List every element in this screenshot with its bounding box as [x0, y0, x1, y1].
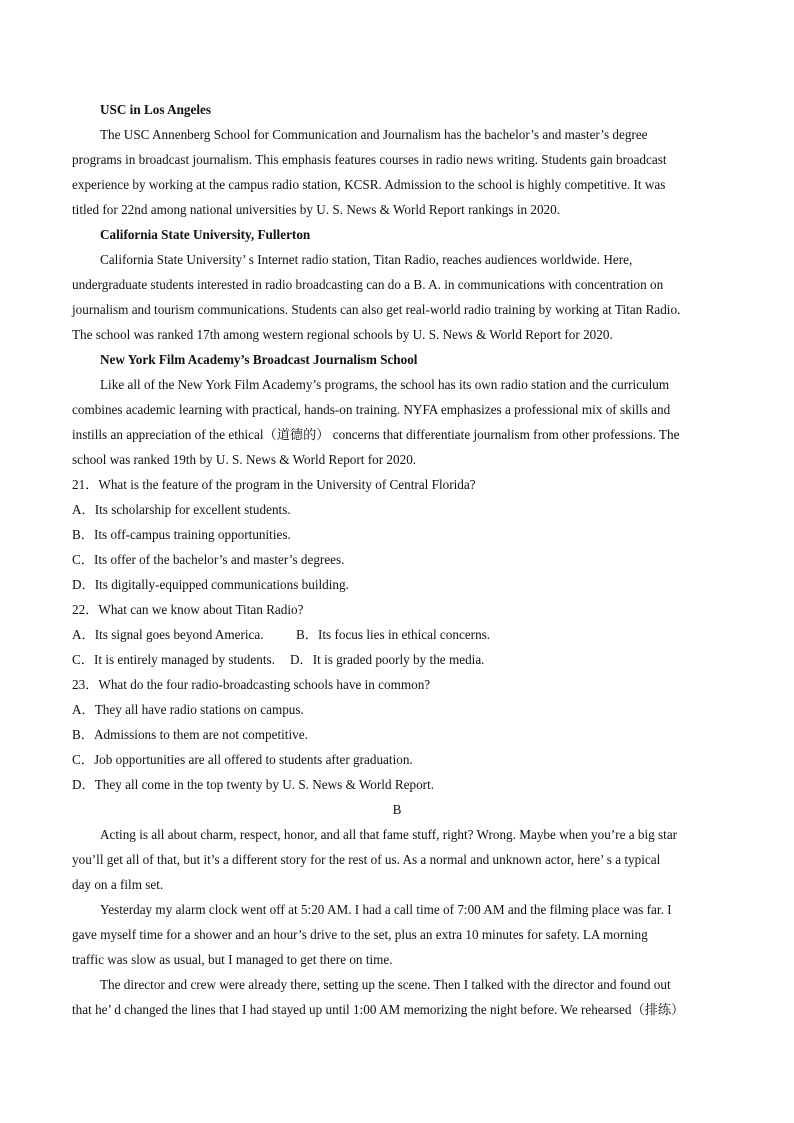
paragraph-line: that he’ d changed the lines that I had stayed up until 1:00 AM memorizing the night before. We rehearsed（排练） — [72, 1002, 685, 1017]
paragraph-line: traffic was slow as usual, but I managed to get there on time. — [72, 952, 393, 967]
paragraph-line: you’ll get all of that, but it’s a different story for the rest of us. As a normal and unknown actor, here’ s a typical — [72, 852, 661, 867]
paragraph-line: gave myself time for a shower and an hour’s drive to the set, plus an extra 10 minutes for safety. LA morning — [72, 927, 648, 942]
paragraph-line: school was ranked 19th by U. S. News & World Report for 2020. — [72, 452, 417, 467]
question-stem-23: 23．What do the four radio-broadcasting schools have in common? — [72, 677, 431, 692]
passage-b-label: B — [392, 802, 402, 817]
paragraph-line: The director and crew were already there, setting up the scene. Then I talked with the director and found out — [100, 977, 671, 992]
section-heading-nyfa: New York Film Academy’s Broadcast Journalism School — [100, 352, 418, 367]
option-21-c: C．Its offer of the bachelor’s and master’s degrees. — [72, 552, 345, 567]
option-22-d: D．It is graded poorly by the media. — [290, 652, 485, 667]
paragraph-line: Yesterday my alarm clock went off at 5:20 AM. I had a call time of 7:00 AM and the filming place was far. I — [100, 902, 672, 917]
option-23-d: D．They all come in the top twenty by U. S. News & World Report. — [72, 777, 435, 792]
option-row — [72, 622, 732, 647]
option-22-c: C．It is entirely managed by students. — [72, 652, 275, 667]
question-stem-21: 21．What is the feature of the program in the University of Central Florida? — [72, 477, 476, 492]
question-stem-22: 22．What can we know about Titan Radio? — [72, 602, 304, 617]
option-21-d: D．Its digitally-equipped communications building. — [72, 577, 349, 592]
option-22-a: A．Its signal goes beyond America. — [72, 627, 264, 642]
paragraph-line: The USC Annenberg School for Communication and Journalism has the bachelor’s and master’s degree — [100, 127, 648, 142]
paragraph-line: combines academic learning with practical, hands-on training. NYFA emphasizes a professional mix of skills and — [72, 402, 671, 417]
paragraph-line: undergraduate students interested in radio broadcasting can do a B. A. in communications with concentration on — [72, 277, 664, 292]
paragraph-line: day on a film set. — [72, 877, 164, 892]
option-23-c: C．Job opportunities are all offered to students after graduation. — [72, 752, 413, 767]
option-23-a: A．They all have radio stations on campus. — [72, 702, 304, 717]
paragraph-line: Like all of the New York Film Academy’s programs, the school has its own radio station and the curriculum — [100, 377, 670, 392]
option-23-b: B．Admissions to them are not competitive. — [72, 727, 308, 742]
section-heading-usc: USC in Los Angeles — [100, 102, 212, 117]
paragraph-line: instills an appreciation of the ethical（道德的） concerns that differentiate journalism from other professions. The — [72, 427, 680, 442]
section-heading-csuf: California State University, Fullerton — [100, 227, 311, 242]
paragraph-line: California State University’ s Internet radio station, Titan Radio, reaches audiences worldwide. Here, — [100, 252, 633, 267]
paragraph-line: journalism and tourism communications. Students can also get real-world radio training by working at Titan Radio. — [72, 302, 681, 317]
paragraph-line: experience by working at the campus radio station, KCSR. Admission to the school is highly competitive. It was — [72, 177, 666, 192]
paragraph-line: The school was ranked 17th among western regional schools by U. S. News & World Report for 2020. — [72, 327, 613, 342]
paragraph-line: titled for 22nd among national universities by U. S. News & World Report rankings in 2020. — [72, 202, 561, 217]
option-21-b: B．Its off-campus training opportunities. — [72, 527, 291, 542]
option-row — [72, 647, 732, 672]
paragraph-line: Acting is all about charm, respect, honor, and all that fame stuff, right? Wrong. Maybe when you’re a big star — [100, 827, 678, 842]
option-22-b: B．Its focus lies in ethical concerns. — [296, 627, 491, 642]
paragraph-line: programs in broadcast journalism. This emphasis features courses in radio news writing. Students gain broadcast — [72, 152, 667, 167]
option-21-a: A．Its scholarship for excellent students. — [72, 502, 291, 517]
